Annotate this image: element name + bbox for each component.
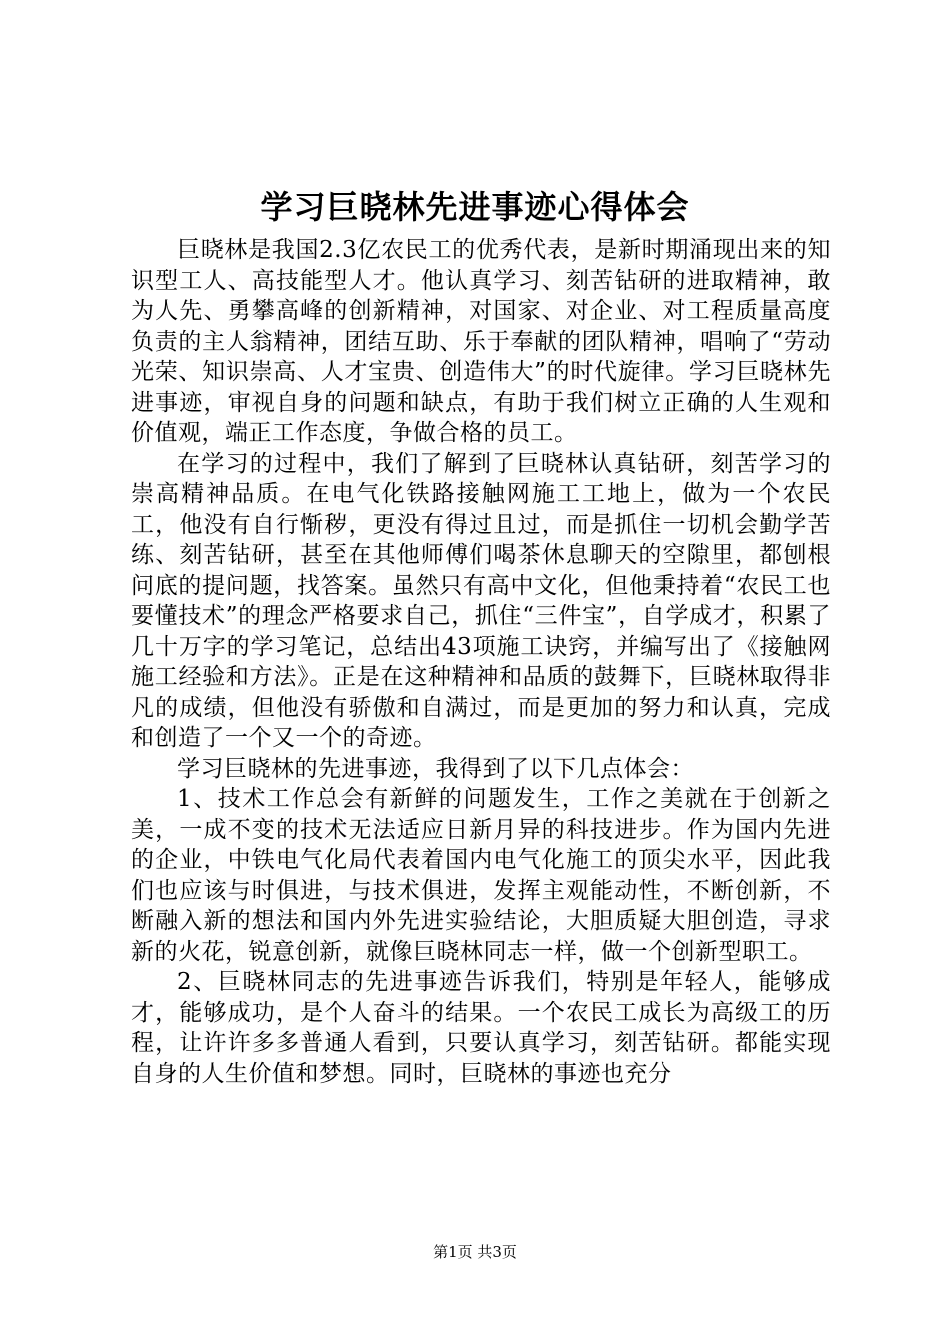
paragraph-intro: 巨晓林是我国2.3亿农民工的优秀代表，是新时期涌现出来的知识型工人、高技能型人才。他认真学习、刻苦钻研的进取精神，敢为人先、勇攀高峰的创新精神，对国家、对企业、对工程质量高度负责的主人翁精神，团结互助、乐于奉献的团队精神，唱响了“劳动光荣、知识崇高、人才宝贵、创造伟大”的时代旋律。学习巨晓林先进事迹，审视自身的问题和缺点，有助于我们树立正确的人生观和价值观，端正工作态度，争做合格的员工。 [131,237,831,446]
document-title: 学习巨晓林先进事迹心得体会 [260,188,690,226]
paragraph-reflections-lead: 学习巨晓林的先进事迹，我得到了以下几点体会： [177,755,694,782]
paragraph-point-1: 1、技术工作总会有新鲜的问题发生，工作之美就在于创新之美，一成不变的技术无法适应日新月异的科技进步。作为国内先进的企业，中铁电气化局代表着国内电气化施工的顶尖水平，因此我们也应该与时俱进，与技术俱进，发挥主观能动性，不断创新，不断融入新的想法和国内外先进实验结论，大胆质疑大胆创造，寻求新的火花，锐意创新，就像巨晓林同志一样，做一个创新型职工。 [131,786,831,965]
paragraph-point-2: 2、巨晓林同志的先进事迹告诉我们，特别是年轻人，能够成才，能够成功，是个人奋斗的结果。一个农民工成长为高级工的历程，让许许多多普通人看到，只要认真学习，刻苦钻研。都能实现自身的人生价值和梦想。同时，巨晓林的事迹也充分 [131,969,831,1087]
page-number-footer: 第1页 共3页 [433,1243,517,1261]
document-body [131,235,831,1089]
paragraph-learning-process: 在学习的过程中，我们了解到了巨晓林认真钻研，刻苦学习的崇高精神品质。在电气化铁路接触网施工工地上，做为一个农民工，他没有自行惭秽，更没有得过且过，而是抓住一切机会勤学苦练、刻苦钻研，甚至在其他师傅们喝茶休息聊天的空隙里，都刨根问底的提问题，找答案。虽然只有高中文化，但他秉持着“农民工也要懂技术”的理念严格要求自己，抓住“三件宝”，自学成才，积累了几十万字的学习笔记，总结出43项施工诀窍，并编写出了《接触网施工经验和方法》。正是在这种精神和品质的鼓舞下，巨晓林取得非凡的成绩，但他没有骄傲和自满过，而是更加的努力和认真，完成和创造了一个又一个的奇迹。 [131,450,831,751]
